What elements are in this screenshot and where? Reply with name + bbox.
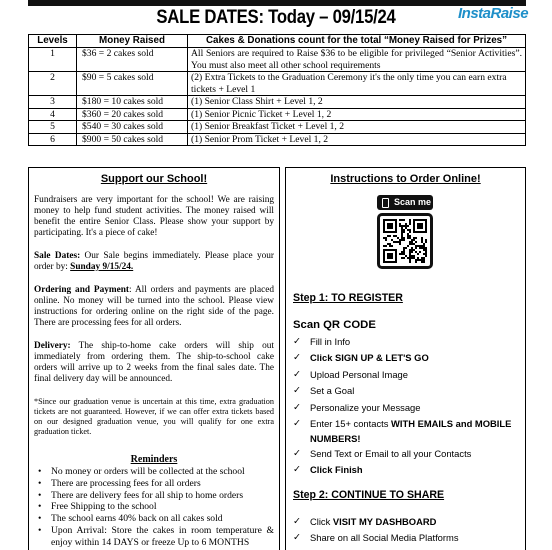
money-cell: $36 = 2 cakes sold [77, 48, 188, 72]
prize-cell: (1) Senior Picnic Ticket + Level 1, 2 [188, 108, 526, 121]
phone-icon [382, 198, 389, 208]
list-item: ✓ Set a Goal [293, 383, 519, 399]
list-item: • Upon Arrival: Store the cakes in room temperature & enjoy within 14 DAYS or freeze Up to 6 MONTHS [34, 525, 274, 549]
level-cell: 1 [29, 48, 77, 72]
prize-cell: (1) Senior Breakfast Ticket + Level 1, 2 [188, 121, 526, 134]
reminders-title: Reminders [130, 454, 178, 465]
qr-code[interactable] [377, 213, 433, 269]
level-cell: 5 [29, 121, 77, 134]
column-header-levels: Levels [29, 35, 77, 48]
sale-deadline: Sunday 9/15/24. [70, 262, 134, 272]
list-item: • There are delivery fees for all ship to home orders [34, 490, 274, 502]
step1-checklist [293, 334, 519, 479]
ordering-text: : All orders and payments are placed online. No money will be turned into the school. Please view instructions for ordering online on the right side of the page. There are processing fees for all orders. [34, 285, 275, 328]
support-panel [28, 167, 280, 550]
delivery-label: Delivery: [34, 341, 71, 351]
column-header-prizes: Cakes & Donations count for the total “Money Raised for Prizes” [188, 35, 526, 48]
delivery-paragraph [34, 341, 274, 385]
ordering-label: Ordering and Payment [34, 285, 130, 295]
delivery-text: The ship-to-home cake orders will ship out immediately from ordering them. The ship-to-school cake orders will arrive up to 2 weeks from the final sales date. The final delivery day will be announced. [34, 341, 274, 384]
prize-cell: (2) Extra Tickets to the Graduation Ceremony it's the only time you can earn extra tickets + Level 1 [188, 72, 526, 96]
graduation-note: *Since our graduation venue is uncertain at this time, extra graduation tickets are not guaranteed. However, if we can offer extra tickets based on our designed graduation venue, you will qualify for one extra graduation ticket. [34, 397, 274, 436]
money-cell: $360 = 20 cakes sold [77, 108, 188, 121]
table-row [29, 121, 526, 134]
instaraise-logo: InstaRaise [458, 5, 529, 22]
page-title: SALE DATES: Today – 09/15/24 [156, 7, 396, 28]
level-cell: 4 [29, 108, 77, 121]
table-header-row [29, 35, 526, 48]
money-cell: $540 = 30 cakes sold [77, 121, 188, 134]
list-item: ✓ Click SIGN UP & LET'S GO [293, 350, 519, 366]
scan-me-badge [377, 195, 433, 210]
table-row [29, 108, 526, 121]
table-row [29, 72, 526, 96]
support-intro: Fundraisers are very important for the school! We are raising money to help fund student activities. The money raised will benefit the entire Senior Class. Please show your support by participating. It's a piece of cake! [34, 195, 274, 238]
step2-checklist [293, 514, 519, 547]
list-item: • The school earns 40% back on all cakes sold [34, 513, 274, 525]
qr-code-icon [383, 219, 427, 263]
list-item: ✓ Fill in Info [293, 334, 519, 350]
top-banner-bar [28, 0, 526, 6]
table-row [29, 48, 526, 72]
list-item: • No money or orders will be collected at the school [34, 466, 274, 478]
prize-cell: (1) Senior Prom Ticket + Level 1, 2 [188, 133, 526, 146]
list-item: ✓ Click VISIT MY DASHBOARD [293, 514, 519, 530]
list-item: • There are processing fees for all orders [34, 478, 274, 490]
instructions-title: Instructions to Order Online! [330, 173, 481, 185]
column-header-money: Money Raised [77, 35, 188, 48]
sale-dates-label: Sale Dates: [34, 251, 81, 261]
ordering-paragraph [34, 285, 274, 329]
sale-dates-paragraph [34, 251, 274, 273]
scan-me-label: Scan me [394, 197, 432, 207]
list-item: ✓ Click Finish [293, 462, 519, 478]
sale-dates-text: Our Sale begins immediately. Please place your order by: [34, 251, 274, 272]
list-item: ✓ Share on all Social Media Platforms [293, 530, 519, 546]
list-item: ✓ Upload Personal Image [293, 367, 519, 383]
scan-qr-heading: Scan QR CODE [293, 319, 376, 331]
money-cell: $180 = 10 cakes sold [77, 96, 188, 109]
support-title: Support our School! [100, 173, 208, 185]
table-row [29, 133, 526, 146]
level-cell: 6 [29, 133, 77, 146]
list-item: ✓ Send Text or Email to all your Contacts [293, 446, 519, 462]
list-item: • Free Shipping to the school [34, 501, 274, 513]
level-cell: 3 [29, 96, 77, 109]
list-item: ✓ Enter 15+ contacts WITH EMAILS and MOBILE NUMBERS! [293, 416, 519, 446]
levels-table [28, 34, 526, 146]
list-item: ✓ Personalize your Message [293, 400, 519, 416]
table-row [29, 96, 526, 109]
step1-heading: Step 1: TO REGISTER [293, 292, 403, 304]
reminders-list [34, 466, 274, 549]
instructions-panel [285, 167, 526, 550]
level-cell: 2 [29, 72, 77, 96]
money-cell: $900 = 50 cakes sold [77, 133, 188, 146]
money-cell: $90 = 5 cakes sold [77, 72, 188, 96]
prize-cell: All Seniors are required to Raise $36 to be eligible for privileged “Senior Activities”. You must also meet all other school requirements [188, 48, 526, 72]
step2-heading: Step 2: CONTINUE TO SHARE [293, 489, 445, 501]
prize-cell: (1) Senior Class Shirt + Level 1, 2 [188, 96, 526, 109]
